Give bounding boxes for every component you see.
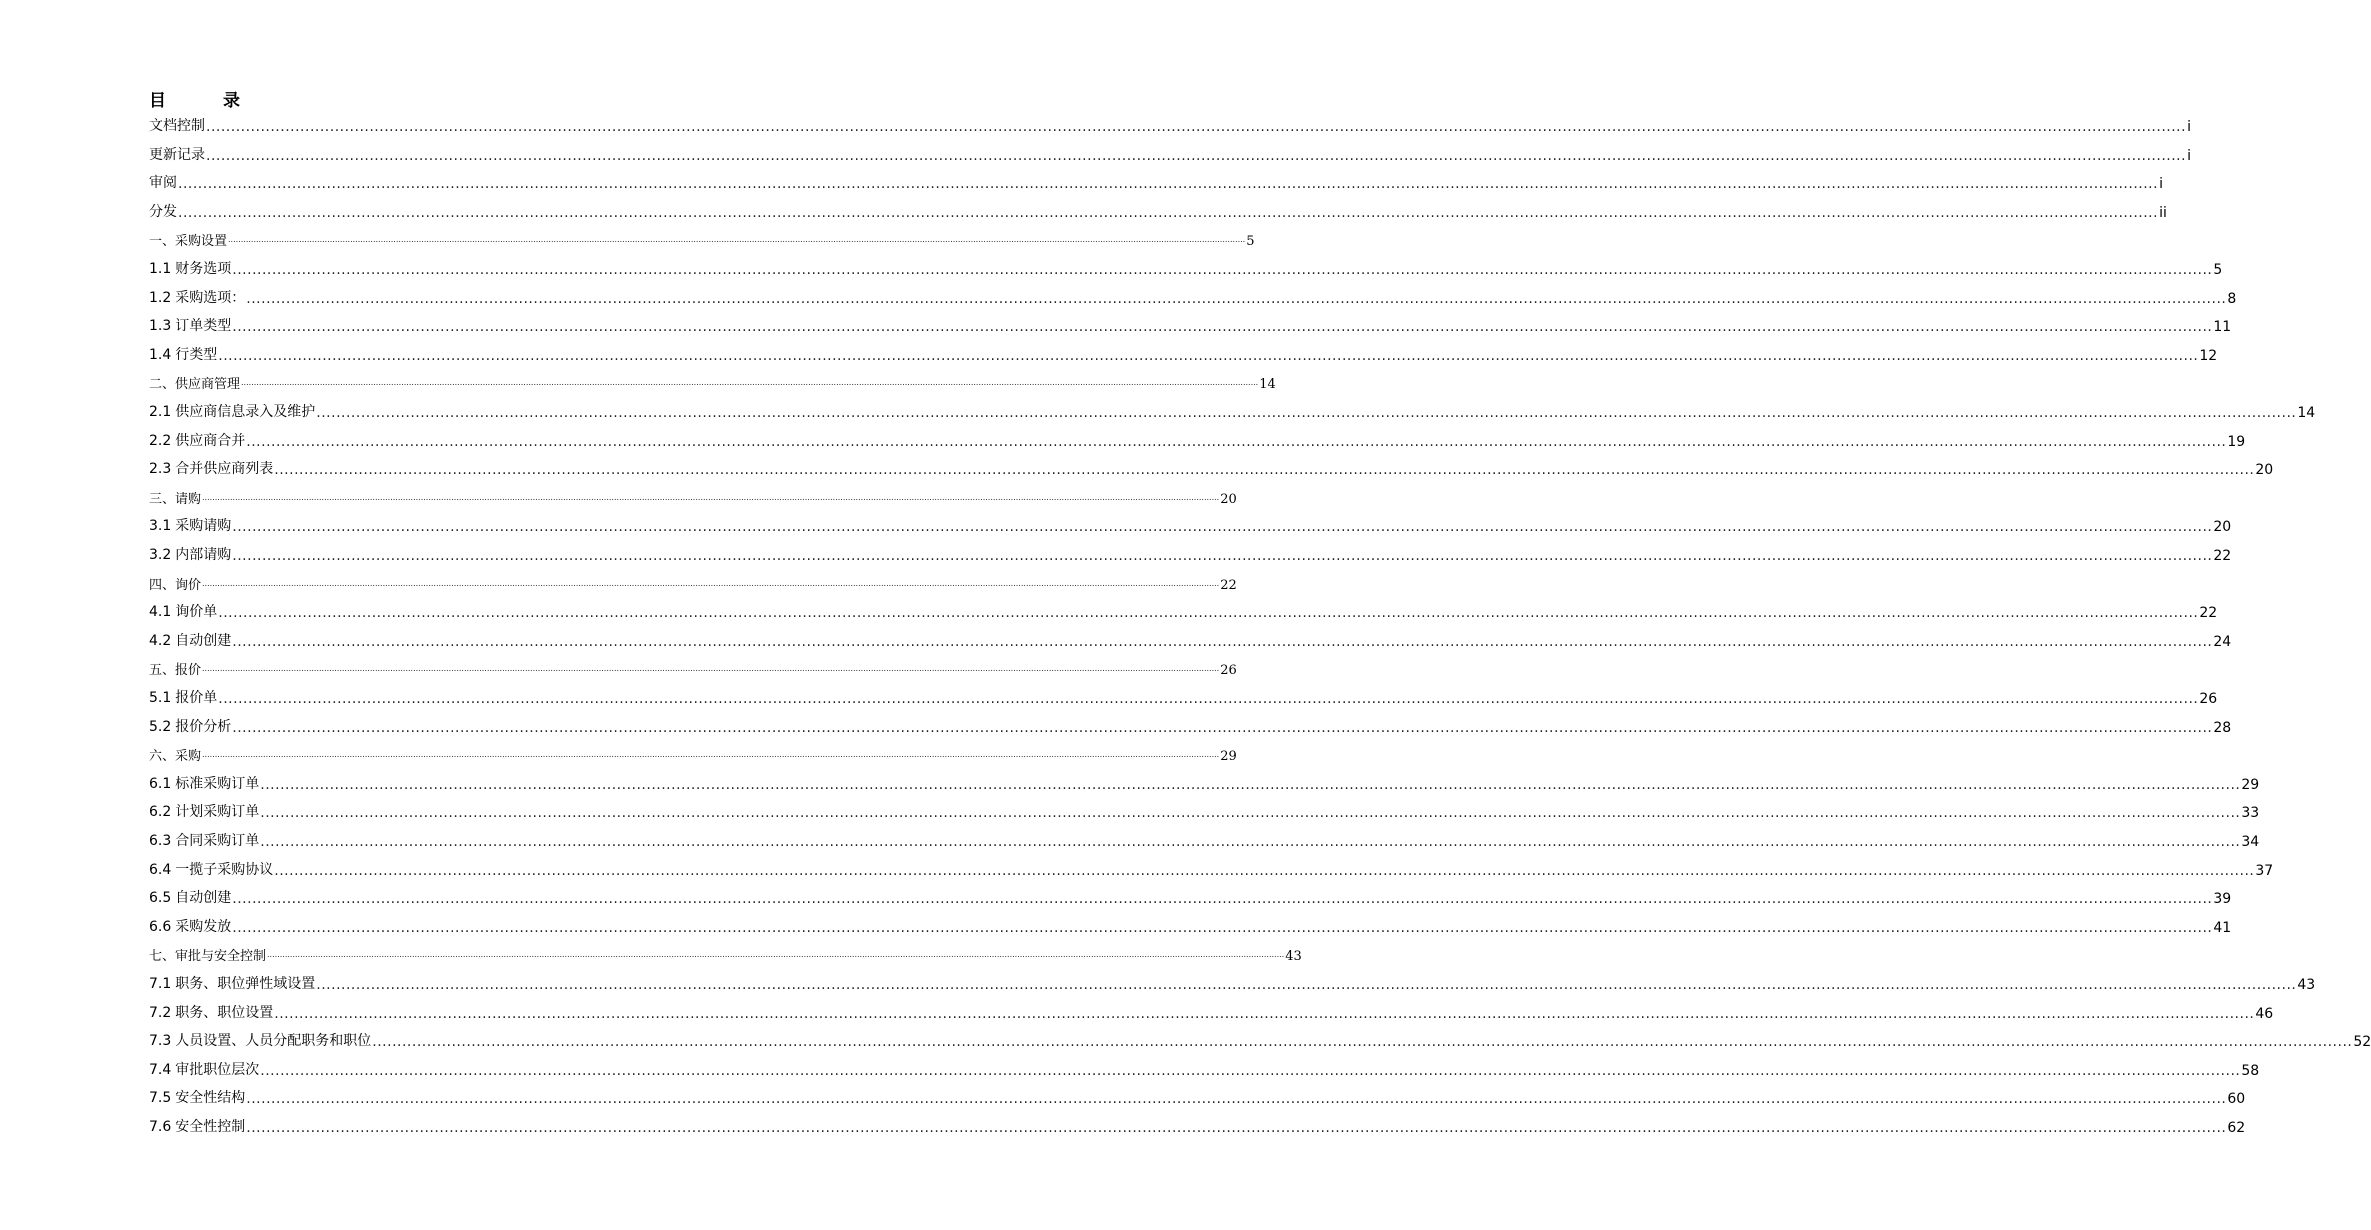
toc-dot-leader: ................................................................................................................................................................................................................................................................................................................................................................................................................ — [232, 719, 2213, 736]
toc-entry[interactable] — [148, 542, 2232, 564]
toc-dot-leader: ................................................................................................................................................................................................................................................................................................................................................................................................................ — [260, 776, 2241, 793]
toc-entry-label: 合并供应商列表 — [175, 461, 274, 478]
toc-entry-label: 安全性结构 — [175, 1090, 246, 1107]
toc-entry-number: 6.1 — [149, 775, 172, 792]
toc-entry-text — [148, 144, 205, 164]
toc-entry[interactable] — [148, 1057, 2260, 1079]
toc-entry-label: 采购选项： — [175, 289, 246, 306]
toc-entry[interactable] — [148, 599, 2218, 622]
toc-entry[interactable] — [148, 513, 2232, 536]
toc-entry-label: 安全性控制 — [175, 1119, 246, 1135]
toc-entry[interactable] — [148, 571, 1237, 593]
toc-entry[interactable] — [148, 914, 2232, 936]
toc-dot-leader: ................................................................................................................................................................................................................................................................................................................................................................................................................ — [316, 977, 2297, 993]
toc-entry-label: 三、请购 — [149, 491, 202, 507]
toc-entry-text — [148, 1116, 245, 1136]
toc-dot-leader: ................................................................................................................................................................................................................................................................................................................................................................................................................ — [228, 235, 1246, 245]
toc-page-number: 43 — [1285, 949, 1302, 965]
toc-entry-text — [148, 745, 201, 764]
toc-entry-label: 行类型 — [175, 346, 218, 363]
toc-entry-label: 报价单 — [175, 690, 218, 706]
toc-entry-text — [148, 1002, 273, 1022]
toc-entry-text — [148, 773, 259, 793]
toc-page-number: 22 — [2199, 605, 2218, 622]
toc-entry-number: 4.1 — [149, 604, 172, 621]
toc-entry-label: 采购请购 — [175, 518, 232, 535]
toc-entry-label: 文档控制 — [149, 118, 205, 134]
toc-entry-text — [148, 201, 177, 221]
toc-entry-label: 供应商信息录入及维护 — [175, 404, 316, 420]
toc-entry-text — [148, 887, 231, 907]
toc-dot-leader: ................................................................................................................................................................................................................................................................................................................................................................................................................ — [232, 262, 2213, 278]
toc-entry-text — [148, 401, 315, 421]
toc-entry-label: 报价分析 — [175, 718, 232, 735]
toc-dot-leader: ................................................................................................................................................................................................................................................................................................................................................................................................................ — [218, 347, 2199, 364]
toc-page-number: 22 — [1220, 577, 1237, 593]
toc-entry-number: 4.2 — [149, 632, 172, 649]
toc-entry-number: 7.5 — [149, 1090, 172, 1107]
toc-page-number: 52 — [2353, 1034, 2371, 1051]
toc-entry-label: 标准采购订单 — [175, 775, 260, 792]
toc-entry-label: 分发 — [149, 203, 177, 220]
toc-dot-leader: ................................................................................................................................................................................................................................................................................................................................................................................................................ — [206, 147, 2187, 164]
toc-entry-text — [148, 373, 240, 392]
toc-entry-label: 七、审批与安全控制 — [149, 949, 267, 965]
toc-entry-label: 财务选项 — [175, 261, 232, 277]
toc-entry[interactable] — [148, 199, 2167, 221]
toc-dot-leader: ................................................................................................................................................................................................................................................................................................................................................................................................................ — [274, 462, 2255, 479]
toc-entry-text — [148, 659, 201, 678]
toc-entry-text — [148, 488, 201, 507]
toc-page-number: 29 — [1220, 749, 1237, 765]
toc-entry-text — [148, 344, 217, 364]
toc-entry[interactable] — [148, 428, 2246, 450]
toc-title: 目 录 — [149, 91, 260, 111]
toc-entry-label: 询价单 — [175, 604, 218, 621]
toc-page-number: 41 — [2213, 919, 2232, 936]
toc-entry-number: 7.4 — [149, 1061, 172, 1078]
toc-dot-leader: ................................................................................................................................................................................................................................................................................................................................................................................................................ — [267, 950, 1285, 960]
toc-dot-leader: ................................................................................................................................................................................................................................................................................................................................................................................................................ — [372, 1034, 2353, 1051]
toc-page-number: ii — [2159, 204, 2167, 221]
toc-entry[interactable] — [148, 256, 2223, 278]
toc-entry-text — [148, 115, 205, 135]
toc-entry[interactable] — [148, 170, 2163, 193]
toc-entry-text — [148, 801, 259, 821]
toc-page-number: 39 — [2213, 891, 2232, 908]
toc-dot-leader: ................................................................................................................................................................................................................................................................................................................................................................................................................ — [246, 1091, 2227, 1108]
toc-entry[interactable] — [148, 742, 1237, 765]
toc-entry[interactable] — [148, 1028, 2371, 1051]
toc-entry-number: 2.1 — [149, 404, 172, 420]
toc-dot-leader: ................................................................................................................................................................................................................................................................................................................................................................................................................ — [202, 750, 1220, 760]
toc-dot-leader: ................................................................................................................................................................................................................................................................................................................................................................................................................ — [246, 1120, 2227, 1136]
toc-entry-number: 1.2 — [149, 289, 172, 306]
toc-entry-text — [148, 458, 273, 478]
toc-entry-number: 7.1 — [149, 976, 172, 992]
toc-dot-leader: ................................................................................................................................................................................................................................................................................................................................................................................................................ — [316, 405, 2297, 421]
toc-dot-leader: ................................................................................................................................................................................................................................................................................................................................................................................................................ — [246, 290, 2227, 307]
toc-entry-number: 6.2 — [149, 804, 172, 821]
toc-entry[interactable] — [148, 1000, 2274, 1022]
toc-entry-number: 1.1 — [149, 261, 172, 277]
toc-entry-label: 一揽子采购协议 — [175, 861, 274, 878]
toc-entry-number: 6.5 — [149, 890, 172, 907]
toc-page-number: 8 — [2227, 290, 2237, 307]
toc-entry-number: 7.2 — [149, 1004, 172, 1021]
toc-entry[interactable] — [148, 370, 1276, 393]
toc-page-number: 20 — [2213, 519, 2232, 536]
toc-dot-leader: ................................................................................................................................................................................................................................................................................................................................................................................................................ — [202, 664, 1220, 674]
toc-page-number: 46 — [2255, 1005, 2274, 1022]
toc-entry[interactable] — [148, 313, 2232, 336]
toc-dot-leader: ................................................................................................................................................................................................................................................................................................................................................................................................................ — [232, 548, 2213, 564]
toc-entry-text — [148, 945, 266, 964]
toc-entry-number: 6.6 — [149, 918, 172, 935]
toc-page-number: i — [2187, 119, 2191, 135]
toc-entry-text — [148, 230, 227, 249]
toc-entry-text — [148, 601, 217, 621]
toc-page-number: 26 — [1220, 663, 1237, 679]
toc-entry-number: 5.2 — [149, 718, 172, 735]
toc-entry[interactable] — [148, 342, 2218, 364]
toc-dot-leader: ................................................................................................................................................................................................................................................................................................................................................................................................................ — [232, 519, 2213, 536]
toc-entry-number: 2.3 — [149, 461, 172, 478]
toc-entry-label: 五、报价 — [149, 663, 202, 679]
toc-entry-text — [148, 315, 231, 335]
toc-entry[interactable] — [148, 714, 2232, 736]
toc-page-number: i — [2159, 176, 2163, 193]
toc-page-number: 14 — [2297, 405, 2316, 421]
toc-entry-text — [148, 1059, 259, 1079]
toc-dot-leader: ................................................................................................................................................................................................................................................................................................................................................................................................................ — [232, 919, 2213, 936]
toc-entry-number: 5.1 — [149, 690, 172, 706]
toc-entry-label: 更新记录 — [149, 146, 205, 163]
toc-page-number: 33 — [2241, 805, 2260, 822]
toc-dot-leader: ................................................................................................................................................................................................................................................................................................................................................................................................................ — [246, 433, 2227, 450]
toc-page-number: 37 — [2255, 862, 2274, 879]
toc-entry-label: 四、询价 — [149, 577, 202, 593]
toc-entry-label: 人员设置、人员分配职务和职位 — [175, 1033, 372, 1050]
toc-entry-label: 订单类型 — [175, 318, 232, 335]
toc-dot-leader: ................................................................................................................................................................................................................................................................................................................................................................................................................ — [260, 834, 2241, 850]
toc-entry[interactable] — [148, 227, 1255, 250]
toc-entry-number: 3.2 — [149, 547, 172, 563]
toc-page-number: 22 — [2213, 548, 2232, 564]
toc-entry-text — [148, 430, 245, 450]
toc-entry-number: 1.4 — [149, 346, 172, 363]
toc-entry-label: 采购发放 — [175, 918, 232, 935]
toc-entry[interactable] — [148, 971, 2316, 993]
toc-entry-text — [148, 1087, 245, 1107]
toc-page-number: 60 — [2227, 1091, 2246, 1108]
toc-entry-label: 审阅 — [149, 175, 177, 192]
toc-page-number: 26 — [2199, 691, 2218, 707]
toc-entry-label: 六、采购 — [149, 749, 202, 765]
toc-entry-text — [148, 515, 231, 535]
toc-entry[interactable] — [148, 942, 1302, 965]
toc-entry-number: 7.3 — [149, 1033, 172, 1050]
toc-entry-text — [148, 859, 273, 879]
toc-entry-label: 自动创建 — [175, 632, 232, 649]
toc-page-number: 29 — [2241, 776, 2260, 793]
toc-entry-label: 计划采购订单 — [175, 804, 260, 821]
toc-entry-label: 职务、职位设置 — [175, 1004, 274, 1021]
toc-entry-text — [148, 630, 231, 650]
toc-dot-leader: ................................................................................................................................................................................................................................................................................................................................................................................................................ — [218, 605, 2199, 622]
toc-entry[interactable] — [148, 799, 2260, 822]
toc-dot-leader: ................................................................................................................................................................................................................................................................................................................................................................................................................ — [178, 176, 2159, 193]
toc-entry-number: 6.4 — [149, 861, 172, 878]
toc-entry[interactable] — [148, 142, 2191, 164]
toc-entry[interactable] — [148, 1085, 2246, 1108]
toc-entry-text — [148, 687, 217, 707]
toc-entry-number: 6.3 — [149, 833, 172, 849]
toc-entry-number: 7.6 — [149, 1119, 172, 1135]
toc-dot-leader: ................................................................................................................................................................................................................................................................................................................................................................................................................ — [202, 492, 1220, 502]
toc-entry-text — [148, 916, 231, 936]
toc-dot-leader: ................................................................................................................................................................................................................................................................................................................................................................................................................ — [274, 862, 2255, 879]
toc-entry[interactable] — [148, 828, 2260, 850]
toc-page-number: i — [2187, 147, 2191, 164]
toc-page-number: 11 — [2213, 319, 2232, 336]
toc-page-number: 62 — [2227, 1120, 2246, 1136]
toc-entry[interactable] — [148, 685, 2218, 707]
toc-entry[interactable] — [148, 456, 2274, 479]
toc-entry-text — [148, 172, 177, 192]
toc-entry-number: 2.2 — [149, 432, 172, 449]
toc-dot-leader: ................................................................................................................................................................................................................................................................................................................................................................................................................ — [202, 578, 1220, 588]
toc-entry-text — [148, 716, 231, 736]
toc-page-number: 34 — [2241, 834, 2260, 850]
toc-dot-leader: ................................................................................................................................................................................................................................................................................................................................................................................................................ — [241, 378, 1259, 388]
toc-entry[interactable] — [148, 285, 2237, 307]
toc-entry[interactable] — [148, 857, 2274, 879]
toc-entry-text — [148, 830, 259, 850]
toc-entry-label: 一、采购设置 — [149, 234, 228, 250]
toc-entry-text — [148, 973, 315, 993]
toc-dot-leader: ................................................................................................................................................................................................................................................................................................................................................................................................................ — [218, 691, 2199, 707]
toc-page-number: 12 — [2199, 347, 2218, 364]
toc-entry[interactable] — [148, 1114, 2246, 1136]
toc-entry-text — [148, 258, 231, 278]
toc-page-number: 14 — [1259, 377, 1276, 393]
toc-dot-leader: ................................................................................................................................................................................................................................................................................................................................................................................................................ — [274, 1005, 2255, 1022]
toc-entry[interactable] — [148, 628, 2232, 650]
toc-entry-label: 合同采购订单 — [175, 833, 260, 849]
toc-page-number: 20 — [2255, 462, 2274, 479]
toc-entry-label: 审批职位层次 — [175, 1061, 260, 1078]
toc-dot-leader: ................................................................................................................................................................................................................................................................................................................................................................................................................ — [260, 805, 2241, 822]
toc-page-number: 5 — [2213, 262, 2223, 278]
toc-entry-text — [148, 1030, 371, 1050]
toc-dot-leader: ................................................................................................................................................................................................................................................................................................................................................................................................................ — [206, 119, 2187, 135]
toc-entry-label: 供应商合并 — [175, 432, 246, 449]
toc-dot-leader: ................................................................................................................................................................................................................................................................................................................................................................................................................ — [232, 319, 2213, 336]
toc-entry-number: 3.1 — [149, 518, 172, 535]
toc-dot-leader: ................................................................................................................................................................................................................................................................................................................................................................................................................ — [178, 204, 2159, 221]
toc-dot-leader: ................................................................................................................................................................................................................................................................................................................................................................................................................ — [260, 1062, 2241, 1079]
toc-entry-label: 二、供应商管理 — [149, 377, 241, 393]
toc-entry[interactable] — [148, 885, 2232, 908]
toc-page-number: 5 — [1246, 234, 1255, 250]
toc-page-number: 58 — [2241, 1062, 2260, 1079]
toc-entry-number: 1.3 — [149, 318, 172, 335]
toc-page-number: 28 — [2213, 719, 2232, 736]
toc-entry[interactable] — [148, 485, 1237, 507]
toc-entry[interactable] — [148, 113, 2191, 135]
toc-entry-text — [148, 574, 201, 593]
toc-entry-label: 职务、职位弹性域设置 — [175, 976, 316, 992]
toc-page-number: 43 — [2297, 977, 2316, 993]
toc-entry-label: 内部请购 — [175, 547, 232, 563]
toc-entry-text — [148, 544, 231, 564]
toc-page-number: 20 — [1220, 491, 1237, 507]
toc-entry[interactable] — [148, 656, 1237, 679]
toc-entry-text — [148, 287, 245, 307]
toc-entry[interactable] — [148, 399, 2316, 421]
toc-dot-leader: ................................................................................................................................................................................................................................................................................................................................................................................................................ — [232, 891, 2213, 908]
toc-page-number: 19 — [2227, 433, 2246, 450]
toc-page-number: 24 — [2213, 633, 2232, 650]
toc-entry-label: 自动创建 — [175, 890, 232, 907]
toc-entry[interactable] — [148, 771, 2260, 793]
toc-dot-leader: ................................................................................................................................................................................................................................................................................................................................................................................................................ — [232, 633, 2213, 650]
